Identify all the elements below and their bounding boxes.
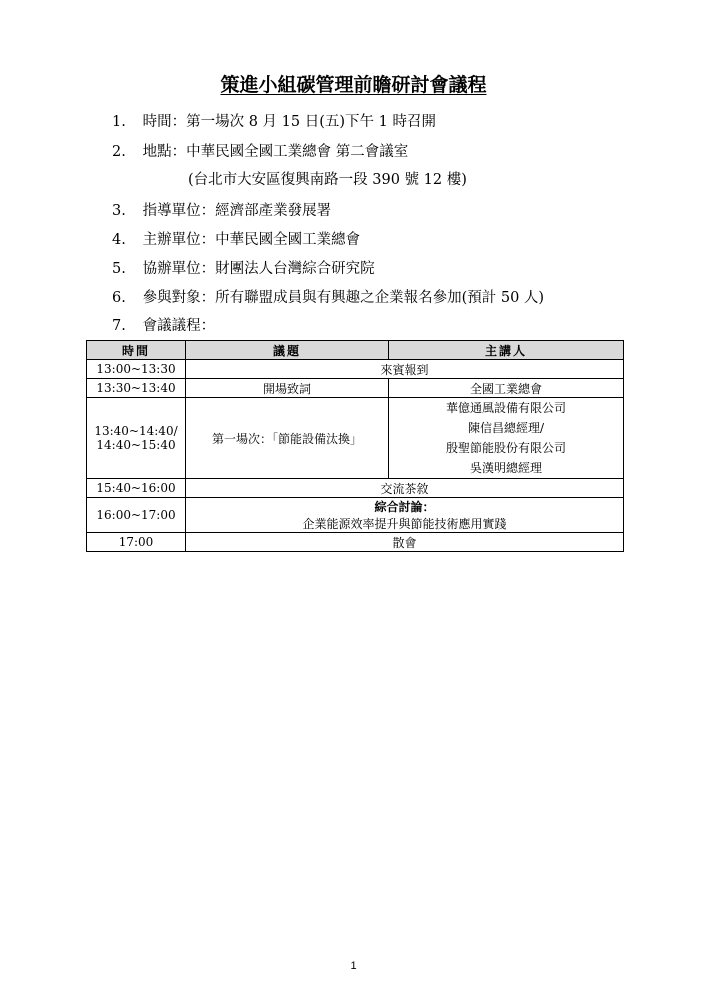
cell-speaker bbox=[389, 398, 624, 479]
cell-time: 17:00 bbox=[87, 533, 186, 552]
list-item-participants bbox=[112, 286, 544, 307]
time-line: 13:40~14:40/ bbox=[94, 424, 178, 438]
cell-topic: 第一場次：「節能設備汰換」 bbox=[186, 398, 389, 479]
list-item-guidance-unit bbox=[112, 199, 331, 220]
list-item-co-organizer bbox=[112, 257, 375, 278]
item-text: 參與對象：所有聯盟成員與有興趣之企業報名參加(預計 50 人) bbox=[142, 290, 545, 306]
page-number: 1 bbox=[350, 960, 357, 972]
document-title: 策進小組碳管理前瞻研討會議程 bbox=[220, 74, 487, 96]
cell-time: 16:00~17:00 bbox=[87, 498, 186, 533]
cell-discussion bbox=[186, 498, 624, 533]
item-number: 3. bbox=[112, 203, 126, 219]
item-text: 協辦單位：財團法人台灣綜合研究院 bbox=[142, 261, 375, 277]
discussion-title: 綜合討論： bbox=[374, 500, 435, 514]
header-speaker: 主講人 bbox=[389, 341, 624, 360]
header-time: 時間 bbox=[87, 341, 186, 360]
cell-time: 15:40~16:00 bbox=[87, 479, 186, 498]
time-line: 14:40~15:40 bbox=[96, 438, 176, 452]
list-item-time bbox=[112, 110, 436, 131]
table-row bbox=[87, 398, 624, 479]
item-text: 時間：第一場次 8 月 15 日(五)下午 1 時召開 bbox=[142, 114, 436, 130]
item-text: 主辦單位：中華民國全國工業總會 bbox=[142, 232, 361, 248]
list-item-agenda bbox=[112, 314, 215, 335]
item-text: 會議議程： bbox=[142, 318, 216, 334]
cell-merged: 來賓報到 bbox=[186, 360, 624, 379]
cell-time: 13:00~13:30 bbox=[87, 360, 186, 379]
address-line: (台北市大安區復興南路一段 390 號 12 樓) bbox=[188, 172, 467, 188]
agenda-table bbox=[86, 340, 624, 552]
table-row bbox=[87, 498, 624, 533]
table-row bbox=[87, 533, 624, 552]
cell-merged: 散會 bbox=[186, 533, 624, 552]
cell-time: 13:30~13:40 bbox=[87, 379, 186, 398]
list-item-host-unit bbox=[112, 228, 360, 249]
item-number: 5. bbox=[112, 261, 126, 277]
speaker-line: 陳信昌總經理/ bbox=[467, 421, 545, 435]
cell-topic: 開場致詞 bbox=[186, 379, 389, 398]
item-number: 4. bbox=[112, 232, 126, 248]
cell-time bbox=[87, 398, 186, 479]
speaker-line: 殷聖節能股份有限公司 bbox=[445, 441, 566, 455]
item-text: 地點：中華民國全國工業總會 第二會議室 bbox=[142, 144, 409, 160]
item-number: 7. bbox=[112, 318, 126, 334]
header-topic: 議題 bbox=[186, 341, 389, 360]
table-row bbox=[87, 479, 624, 498]
table-header-row bbox=[87, 341, 624, 360]
cell-merged: 交流茶敘 bbox=[186, 479, 624, 498]
table-row bbox=[87, 360, 624, 379]
discussion-detail: 企業能源效率提升與節能技術應用實踐 bbox=[302, 517, 507, 531]
item-number: 6. bbox=[112, 290, 126, 306]
item-number: 1. bbox=[112, 114, 126, 130]
speaker-line: 吳漢明總經理 bbox=[469, 461, 542, 475]
table-row bbox=[87, 379, 624, 398]
speaker-line: 華億通風設備有限公司 bbox=[445, 401, 566, 415]
cell-speaker: 全國工業總會 bbox=[389, 379, 624, 398]
list-item-location bbox=[112, 140, 408, 161]
item-number: 2. bbox=[112, 144, 126, 160]
item-text: 指導單位：經濟部產業發展署 bbox=[142, 203, 332, 219]
